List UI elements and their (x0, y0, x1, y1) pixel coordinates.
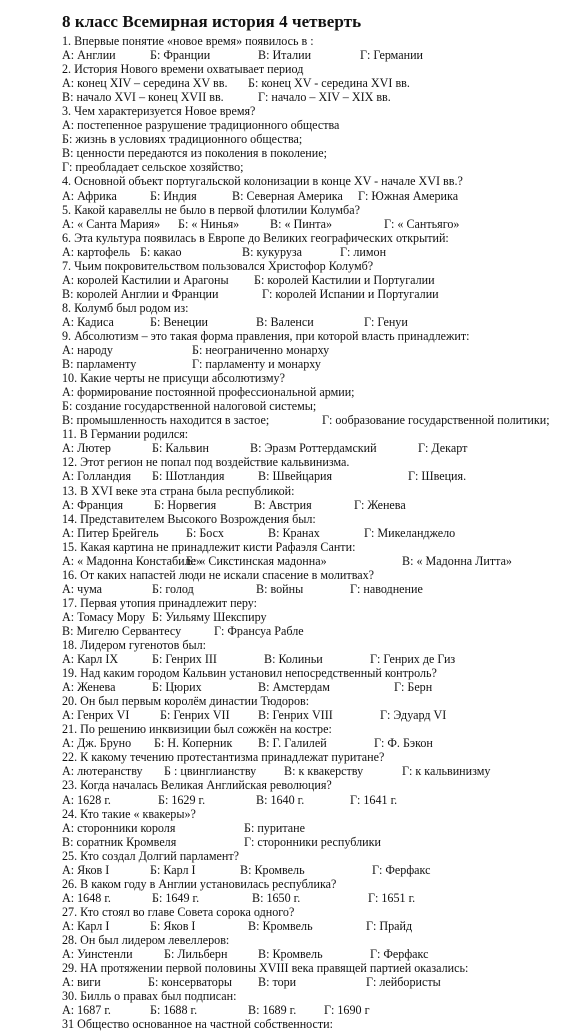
answer-options-row (62, 680, 573, 694)
answer-options-row (62, 821, 573, 835)
question-text: 14. Представителем Высокого Возрождения был: (62, 511, 316, 526)
answer-options-row (62, 90, 573, 104)
question-line (62, 722, 573, 736)
question-line (62, 399, 573, 413)
answer-option: В: Кранах (268, 525, 320, 540)
answer-option: Г: Генуи (364, 314, 408, 329)
answer-option: Б: « Нинья» (178, 216, 240, 231)
answer-options-row (62, 975, 573, 989)
answer-option: Б: конец XV - середина XVI вв. (248, 76, 410, 91)
question-line (62, 540, 573, 554)
question-line (62, 427, 573, 441)
answer-options-row (62, 835, 573, 849)
answer-option: А: виги (62, 975, 101, 990)
question-line (62, 849, 573, 863)
question-text: 9. Абсолютизм – это такая форма правления, при которой власть принадлежит: (62, 328, 470, 343)
answer-option: А: Дж. Бруно (62, 736, 132, 751)
answer-option: Г: Прайд (366, 918, 413, 933)
answer-option: В: парламенту (62, 357, 137, 372)
question-line (62, 301, 573, 315)
answer-options-row (62, 413, 573, 427)
answer-option: А: лютеранству (62, 764, 143, 779)
answer-option: А: Голландия (62, 469, 132, 484)
question-text: 18. Лидером гугенотов был: (62, 638, 206, 653)
question-line (62, 203, 573, 217)
question-text: 19. Над каким городом Кальвин установил непосредственный контроль? (62, 666, 437, 681)
answer-option: А: Уинстенли (62, 947, 133, 962)
question-text: А: формирование постоянной профессиональной армии; (62, 385, 355, 400)
question-list (62, 34, 573, 1031)
question-line (62, 132, 573, 146)
answer-option: В: королей Англии и Франции (62, 286, 219, 301)
answer-options-row (62, 610, 573, 624)
question-line (62, 807, 573, 821)
question-line (62, 62, 573, 76)
answer-options-row (62, 441, 573, 455)
answer-option: Г: 1651 г. (368, 890, 416, 905)
answer-option: В: промышленность находится в застое; (62, 413, 270, 428)
question-line (62, 484, 573, 498)
question-line (62, 160, 573, 174)
question-text: 16. От каких напастей люди не искали спасение в молитвах? (62, 567, 375, 582)
answer-option: А: Генрих VI (62, 708, 130, 723)
answer-option: Г: Берн (394, 680, 433, 695)
answer-option: Г: Декарт (418, 441, 468, 456)
question-text: 6. Эта культура появилась в Европе до Великих географических открытий: (62, 230, 449, 245)
answer-option: А: Африка (62, 188, 117, 203)
answer-option: Г: Франсуа Рабле (214, 623, 304, 638)
answer-option: Б: Уильяму Шекспиру (152, 609, 267, 624)
question-text: 23. Когда началась Великая Английская революция? (62, 778, 332, 793)
question-line (62, 455, 573, 469)
answer-option: А: Яков I (62, 862, 110, 877)
answer-option: А: 1628 г. (62, 792, 111, 807)
question-text: 25. Кто создал Долгий парламент? (62, 848, 239, 863)
answer-option: Г: наводнение (350, 581, 423, 596)
answer-option: В: 1650 г. (252, 890, 301, 905)
answer-option: В: начало XVI – конец XVII вв. (62, 90, 224, 105)
answer-options-row (62, 554, 573, 568)
question-text: 27. Кто стоял во главе Совета сорока одного? (62, 904, 295, 919)
answer-option: Г: Эдуард VI (380, 708, 447, 723)
answer-option: Г: лейбористы (366, 975, 441, 990)
answer-option: В: Кромвель (240, 862, 305, 877)
answer-option: В: Мигелю Сервантесу (62, 623, 182, 638)
question-line (62, 259, 573, 273)
question-line (62, 371, 573, 385)
question-line (62, 231, 573, 245)
answer-option: Б: « Сикстинская мадонна» (186, 553, 327, 568)
answer-option: В: Австрия (254, 497, 312, 512)
question-line (62, 638, 573, 652)
answer-option: В: Валенси (256, 314, 314, 329)
answer-option: Г: Генрих де Гиз (370, 652, 456, 667)
answer-option: Г: 1641 г. (350, 792, 398, 807)
answer-option: А: Кадиса (62, 314, 114, 329)
answer-options-row (62, 708, 573, 722)
question-line (62, 329, 573, 343)
answer-option: Б: Генрих VII (160, 708, 230, 723)
question-line (62, 34, 573, 48)
question-text: 29. НА протяжении первой половины XVIII века правящей партией оказались: (62, 961, 469, 976)
question-line (62, 933, 573, 947)
question-text: 13. В XVI веке эта страна была республикой: (62, 483, 295, 498)
answer-option: В: 1689 г. (248, 1003, 297, 1018)
answer-option: А: « Мадонна Констабиле» (62, 553, 203, 568)
answer-option: Г: Ферфакс (370, 947, 429, 962)
question-text: 8. Колумб был родом из: (62, 300, 189, 315)
answer-option: Б: Индия (150, 188, 197, 203)
answer-option: Б: Цюрих (152, 680, 202, 695)
answer-option: А: 1648 г. (62, 890, 111, 905)
question-text: Г: преобладает сельское хозяйство; (62, 160, 244, 175)
answer-option: Б: Кальвин (152, 441, 209, 456)
answer-option: Б: пуритане (244, 820, 306, 835)
question-line (62, 778, 573, 792)
answer-option: В: Генрих VIII (258, 708, 333, 723)
answer-option: А: Питер Брейгель (62, 525, 159, 540)
answer-option: Б: какао (140, 244, 182, 259)
answer-option: Б: Босх (186, 525, 224, 540)
answer-option: Б: 1629 г. (158, 792, 206, 807)
question-text: 22. К какому течению протестантизма принадлежат пуритане? (62, 750, 385, 765)
answer-option: Г: ообразование государственной политики; (322, 413, 550, 428)
answer-option: Б: голод (152, 581, 194, 596)
answer-option: В: Эразм Роттердамский (250, 441, 377, 456)
answer-options-row (62, 217, 573, 231)
question-text: 3. Чем характеризуется Новое время? (62, 104, 256, 119)
answer-options-row (62, 469, 573, 483)
answer-option: Б: Венеции (150, 314, 209, 329)
answer-options-row (62, 582, 573, 596)
question-line (62, 666, 573, 680)
answer-option: Г: Ферфакс (372, 862, 431, 877)
answer-option: В: тори (258, 975, 297, 990)
answer-option: Г: Женева (354, 497, 406, 512)
answer-option: Г: парламенту и монарху (192, 357, 321, 372)
answer-options-row (62, 343, 573, 357)
answer-options-row (62, 1003, 573, 1017)
answer-option: А: королей Кастилии и Арагоны (62, 272, 229, 287)
answer-option: А: 1687 г. (62, 1003, 111, 1018)
answer-option: Б: 1649 г. (152, 890, 200, 905)
document-title: 8 класс Всемирная история 4 четверть (62, 12, 362, 31)
question-text: 1. Впервые понятие «новое время» появилось в : (62, 34, 314, 48)
answer-options-row (62, 652, 573, 666)
question-text: 28. Он был лидером левеллеров: (62, 933, 230, 947)
answer-option: А: « Санта Мария» (62, 216, 161, 231)
answer-options-row (62, 891, 573, 905)
question-line (62, 877, 573, 891)
answer-option: В: Северная Америка (232, 188, 343, 203)
answer-option: В: Колиньи (264, 652, 323, 667)
answer-options-row (62, 526, 573, 540)
answer-options-row (62, 287, 573, 301)
answer-options-row (62, 189, 573, 203)
answer-options-row (62, 357, 573, 371)
answer-option: А: Лютер (62, 441, 111, 456)
answer-option: А: Карл I (62, 918, 110, 933)
answer-option: В: 1640 г. (256, 792, 305, 807)
answer-option: Б: консерваторы (148, 975, 232, 990)
answer-option: В: к квакерству (284, 764, 364, 779)
answer-option: Г: Ф. Бэкон (374, 736, 433, 751)
question-line (62, 1017, 573, 1031)
answer-options-row (62, 736, 573, 750)
answer-options-row (62, 48, 573, 62)
answer-option: Г: Швеция. (408, 469, 467, 484)
question-text: 31 Общество основанное на частной собственности: (62, 1017, 334, 1031)
answer-option: Г: к кальвинизму (402, 764, 491, 779)
answer-option: В: « Мадонна Литта» (402, 553, 512, 568)
question-text: 2. История Нового времени охватывает период (62, 62, 304, 77)
answer-option: Б: неограниченно монарху (192, 343, 330, 358)
answer-option: В: Кромвель (248, 918, 313, 933)
answer-option: Б: Франции (150, 48, 211, 63)
answer-option: А: Карл IX (62, 652, 119, 667)
answer-option: Б: Лильберн (164, 947, 228, 962)
question-line (62, 750, 573, 764)
answer-option: Г: сторонники республики (244, 834, 381, 849)
answer-option: Г: королей Испании и Португалии (262, 286, 439, 301)
answer-option: Г: Микеланджело (364, 525, 456, 540)
question-line (62, 174, 573, 188)
question-text: Б: жизнь в условиях традиционного общества; (62, 132, 303, 147)
question-line (62, 568, 573, 582)
answer-option: Б: 1688 г. (150, 1003, 198, 1018)
question-line (62, 694, 573, 708)
question-text: 20. Он был первым королём династии Тюдоров: (62, 694, 310, 709)
answer-option: А: Женева (62, 680, 116, 695)
answer-options-row (62, 624, 573, 638)
question-text: 15. Какая картина не принадлежит кисти Рафаэля Санти: (62, 539, 356, 554)
answer-option: А: народу (62, 343, 113, 358)
question-line (62, 146, 573, 160)
answer-options-row (62, 919, 573, 933)
answer-options-row (62, 315, 573, 329)
answer-option: Б: Шотландия (152, 469, 225, 484)
question-text: 5. Какой каравеллы не было в первой флотилии Колумба? (62, 202, 360, 217)
answer-options-row (62, 273, 573, 287)
answer-option: Б: Карл I (150, 862, 196, 877)
answer-option: В: Италии (258, 48, 312, 63)
answer-option: В: соратник Кромвеля (62, 834, 177, 849)
question-line (62, 118, 573, 132)
answer-options-row (62, 947, 573, 961)
answer-options-row (62, 793, 573, 807)
question-text: 4. Основной объект португальской колонизации в конце XV - начале XVI вв.? (62, 174, 463, 189)
answer-option: В: войны (256, 581, 304, 596)
question-line (62, 385, 573, 399)
answer-option: Б: Н. Коперник (154, 736, 233, 751)
question-line (62, 961, 573, 975)
answer-option: В: Амстердам (258, 680, 330, 695)
question-text: 10. Какие черты не присущи абсолютизму? (62, 371, 285, 386)
answer-option: Б: Яков I (150, 918, 196, 933)
answer-option: Б: Генрих III (152, 652, 217, 667)
answer-option: В: « Пинта» (270, 216, 333, 231)
answer-option: Г: Южная Америка (358, 188, 459, 203)
answer-options-row (62, 498, 573, 512)
answer-option: А: Англии (62, 48, 116, 63)
answer-options-row (62, 764, 573, 778)
answer-option: А: Франция (62, 497, 124, 512)
answer-option: В: Кромвель (258, 947, 323, 962)
answer-options-row (62, 76, 573, 90)
answer-option: А: картофель (62, 244, 130, 259)
answer-options-row (62, 245, 573, 259)
question-line (62, 596, 573, 610)
answer-option: Г: лимон (340, 244, 387, 259)
answer-option: А: Томасу Мору (62, 609, 146, 624)
answer-option: Б : цвинглианству (164, 764, 257, 779)
question-text: 7. Чьим покровительством пользовался Христофор Колумб? (62, 258, 374, 273)
question-line (62, 512, 573, 526)
question-text: 21. По решению инквизиции был сожжён на костре: (62, 722, 332, 737)
answer-option: Г: Германии (360, 48, 424, 63)
question-text: 24. Кто такие « квакеры»? (62, 806, 196, 821)
question-line (62, 104, 573, 118)
question-text: 30. Билль о правах был подписан: (62, 989, 237, 1004)
answer-option: Г: начало – XIV – XIX вв. (258, 90, 391, 105)
answer-option: Б: королей Кастилии и Португалии (254, 272, 435, 287)
answer-option: В: Г. Галилей (258, 736, 327, 751)
question-text: 12. Этот регион не попал под воздействие кальвинизма. (62, 455, 350, 470)
question-text: А: постепенное разрушение традиционного общества (62, 118, 340, 133)
answer-option: А: чума (62, 581, 103, 596)
answer-option: А: сторонники короля (62, 820, 176, 835)
question-text: 26. В каком году в Англии установилась республика? (62, 876, 337, 891)
answer-option: Г: « Сантьяго» (384, 216, 460, 231)
answer-options-row (62, 863, 573, 877)
answer-option: В: Швейцария (258, 469, 333, 484)
question-text: В: ценности передаются из поколения в поколение; (62, 146, 327, 161)
answer-option: В: кукуруза (242, 244, 303, 259)
answer-option: Б: Норвегия (154, 497, 217, 512)
question-text: Б: создание государственной налоговой системы; (62, 399, 317, 414)
question-text: 11. В Германии родился: (62, 427, 189, 442)
answer-option: Г: 1690 г (324, 1003, 370, 1018)
question-text: 17. Первая утопия принадлежит перу: (62, 595, 258, 610)
question-line (62, 989, 573, 1003)
question-line (62, 905, 573, 919)
answer-option: А: конец XIV – середина XV вв. (62, 76, 228, 91)
